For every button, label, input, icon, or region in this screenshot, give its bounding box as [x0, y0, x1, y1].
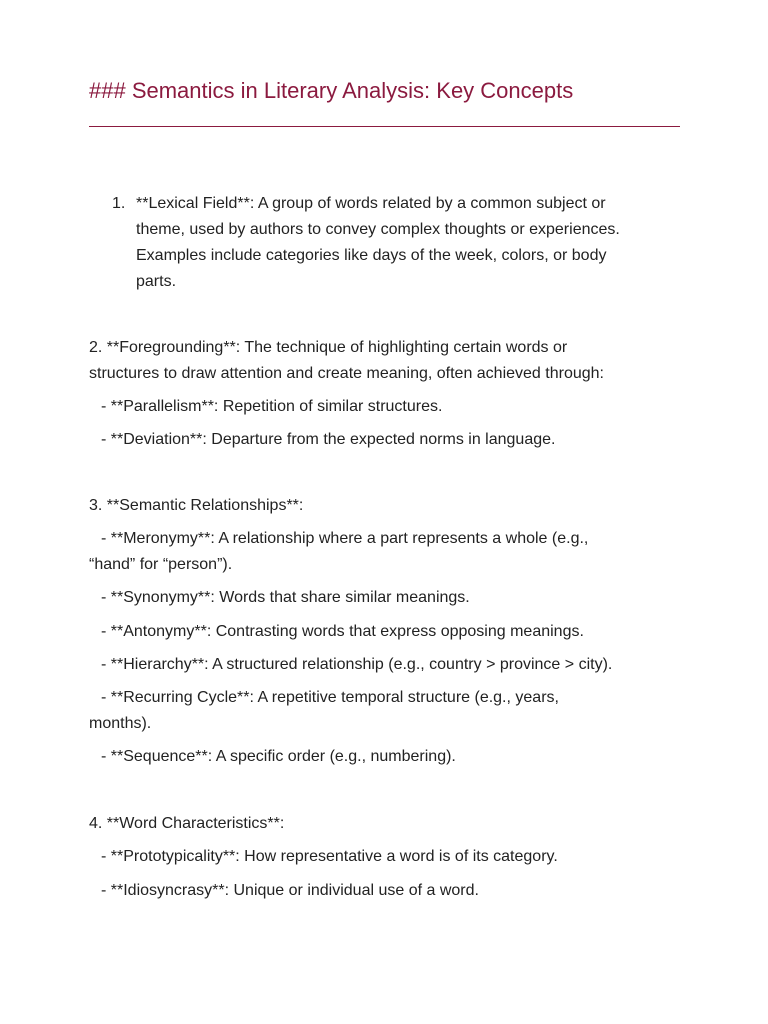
sub-item-parallelism: - **Parallelism**: Repetition of similar structures. [101, 398, 443, 415]
list-item-text-line: **Lexical Field**: A group of words related by a common subject or [136, 195, 606, 212]
list-item-lexical-field [112, 191, 672, 295]
foregrounding-heading-line: 2. **Foregrounding**: The technique of highlighting certain words or [89, 339, 568, 356]
sub-item-hierarchy: - **Hierarchy**: A structured relationship (e.g., country > province > city). [101, 656, 613, 673]
list-number: 1. [112, 195, 126, 212]
foregrounding-text-line: structures to draw attention and create meaning, often achieved through: [89, 365, 604, 382]
sub-item-synonymy: - **Synonymy**: Words that share similar meanings. [101, 589, 470, 606]
sub-item-recurring-cycle-continued: months). [89, 715, 152, 732]
sub-item-sequence: - **Sequence**: A specific order (e.g., numbering). [101, 748, 456, 765]
title-divider [89, 126, 680, 127]
sub-item-deviation: - **Deviation**: Departure from the expected norms in language. [101, 431, 556, 448]
list-item-text-line: Examples include categories like days of the week, colors, or body [136, 247, 607, 264]
word-characteristics-heading: 4. **Word Characteristics**: [89, 815, 285, 832]
sub-item-recurring-cycle: - **Recurring Cycle**: A repetitive temporal structure (e.g., years, [101, 689, 559, 706]
list-item-text-line: theme, used by authors to convey complex thoughts or experiences. [136, 221, 620, 238]
list-item-text-line: parts. [136, 273, 177, 290]
semantic-relationships-heading: 3. **Semantic Relationships**: [89, 497, 304, 514]
sub-item-meronymy: - **Meronymy**: A relationship where a part represents a whole (e.g., [101, 530, 589, 547]
sub-item-antonymy: - **Antonymy**: Contrasting words that express opposing meanings. [101, 623, 584, 640]
sub-item-meronymy-continued: “hand” for “person”). [89, 556, 233, 573]
sub-item-idiosyncrasy: - **Idiosyncrasy**: Unique or individual use of a word. [101, 882, 479, 899]
page-title: ### Semantics in Literary Analysis: Key Concepts [89, 78, 574, 103]
sub-item-prototypicality: - **Prototypicality**: How representative a word is of its category. [101, 848, 558, 865]
